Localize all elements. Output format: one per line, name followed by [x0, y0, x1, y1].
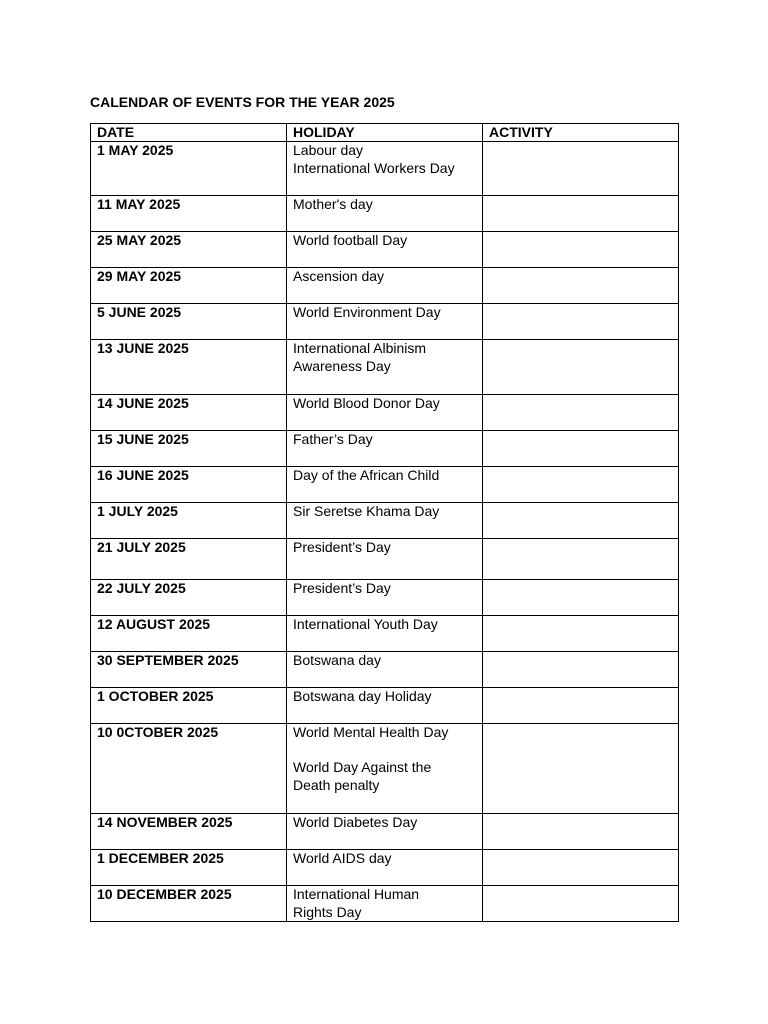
- activity-cell: [483, 688, 679, 724]
- table-row: [91, 503, 679, 539]
- table-row: [91, 431, 679, 467]
- holiday-name: World Day Against the: [293, 759, 432, 775]
- activity-cell: [483, 395, 679, 431]
- date-cell: 1 JULY 2025: [91, 503, 287, 539]
- holiday-cell: [287, 724, 483, 814]
- date-cell: 29 MAY 2025: [91, 268, 287, 304]
- date-cell: 14 NOVEMBER 2025: [91, 814, 287, 850]
- holiday-name: World AIDS day: [293, 850, 392, 866]
- activity-cell: [483, 196, 679, 232]
- holiday-name: International Youth Day: [293, 616, 438, 632]
- table-row: [91, 886, 679, 922]
- holiday-name: International Human: [293, 886, 420, 902]
- holiday-cell: [287, 688, 483, 724]
- holiday-name: Botswana day Holiday: [293, 688, 432, 704]
- date-cell: 11 MAY 2025: [91, 196, 287, 232]
- activity-cell: [483, 886, 679, 922]
- table-row: [91, 850, 679, 886]
- holiday-name: President’s Day: [293, 580, 391, 596]
- date-cell: 14 JUNE 2025: [91, 395, 287, 431]
- holiday-name: President’s Day: [293, 539, 391, 555]
- table-row: [91, 616, 679, 652]
- activity-cell: [483, 850, 679, 886]
- holiday-cell: [287, 304, 483, 340]
- holiday-cell: [287, 814, 483, 850]
- table-row: [91, 724, 679, 814]
- table-row: [91, 268, 679, 304]
- holiday-cell: [287, 652, 483, 688]
- date-cell: 10 DECEMBER 2025: [91, 886, 287, 922]
- date-cell: 16 JUNE 2025: [91, 467, 287, 503]
- holiday-column-header: HOLIDAY: [287, 124, 483, 142]
- holiday-cell: [287, 340, 483, 395]
- holiday-name: Botswana day: [293, 652, 381, 668]
- table-row: [91, 467, 679, 503]
- date-cell: 15 JUNE 2025: [91, 431, 287, 467]
- holiday-cell: [287, 539, 483, 580]
- activity-cell: [483, 616, 679, 652]
- holiday-name: International Workers Day: [293, 159, 455, 176]
- holiday-cell: [287, 395, 483, 431]
- date-column-header: DATE: [91, 124, 287, 142]
- table-row: [91, 652, 679, 688]
- activity-cell: [483, 503, 679, 539]
- holiday-name: Mother's day: [293, 196, 373, 212]
- holiday-cell: [287, 232, 483, 268]
- activity-cell: [483, 724, 679, 814]
- table-row: [91, 395, 679, 431]
- holiday-name: World Environment Day: [293, 304, 441, 320]
- activity-cell: [483, 467, 679, 503]
- holiday-name: Death penalty: [293, 776, 380, 793]
- holiday-name: Ascension day: [293, 268, 385, 284]
- activity-cell: [483, 539, 679, 580]
- table-row: [91, 688, 679, 724]
- table-header-row: [91, 124, 679, 142]
- activity-cell: [483, 142, 679, 196]
- events-table-body: [91, 124, 679, 922]
- activity-cell: [483, 340, 679, 395]
- activity-cell: [483, 232, 679, 268]
- table-row: [91, 814, 679, 850]
- holiday-name: Awareness Day: [293, 357, 391, 374]
- events-table: [90, 123, 679, 922]
- holiday-name: World football Day: [293, 232, 408, 248]
- date-cell: 1 OCTOBER 2025: [91, 688, 287, 724]
- table-row: [91, 196, 679, 232]
- date-cell: 21 JULY 2025: [91, 539, 287, 580]
- holiday-cell: [287, 886, 483, 922]
- date-cell: 1 DECEMBER 2025: [91, 850, 287, 886]
- holiday-name: World Mental Health Day: [293, 724, 449, 740]
- date-cell: 12 AUGUST 2025: [91, 616, 287, 652]
- activity-cell: [483, 304, 679, 340]
- table-row: [91, 580, 679, 616]
- table-row: [91, 340, 679, 395]
- activity-cell: [483, 580, 679, 616]
- table-row: [91, 232, 679, 268]
- table-row: [91, 539, 679, 580]
- holiday-name: Sir Seretse Khama Day: [293, 503, 440, 519]
- table-row: [91, 304, 679, 340]
- holiday-name: Rights Day: [293, 903, 362, 920]
- table-row: [91, 142, 679, 196]
- date-cell: 22 JULY 2025: [91, 580, 287, 616]
- activity-column-header: ACTIVITY: [483, 124, 679, 142]
- holiday-cell: [287, 196, 483, 232]
- activity-cell: [483, 814, 679, 850]
- date-cell: 13 JUNE 2025: [91, 340, 287, 395]
- holiday-name: Day of the African Child: [293, 467, 440, 483]
- holiday-cell: [287, 142, 483, 196]
- holiday-line-gap: [293, 742, 476, 760]
- holiday-cell: [287, 431, 483, 467]
- holiday-cell: [287, 268, 483, 304]
- holiday-cell: [287, 467, 483, 503]
- date-cell: 25 MAY 2025: [91, 232, 287, 268]
- holiday-name: Father’s Day: [293, 431, 373, 447]
- holiday-cell: [287, 616, 483, 652]
- activity-cell: [483, 268, 679, 304]
- holiday-cell: [287, 580, 483, 616]
- holiday-name: International Albinism: [293, 340, 427, 356]
- activity-cell: [483, 652, 679, 688]
- date-cell: 30 SEPTEMBER 2025: [91, 652, 287, 688]
- holiday-cell: [287, 503, 483, 539]
- activity-cell: [483, 431, 679, 467]
- holiday-name: Labour day: [293, 142, 364, 158]
- date-cell: 5 JUNE 2025: [91, 304, 287, 340]
- holiday-name: World Diabetes Day: [293, 814, 418, 830]
- document-title: CALENDAR OF EVENTS FOR THE YEAR 2025: [90, 94, 395, 110]
- holiday-name: World Blood Donor Day: [293, 395, 440, 411]
- date-cell: 10 0CTOBER 2025: [91, 724, 287, 814]
- holiday-cell: [287, 850, 483, 886]
- date-cell: 1 MAY 2025: [91, 142, 287, 196]
